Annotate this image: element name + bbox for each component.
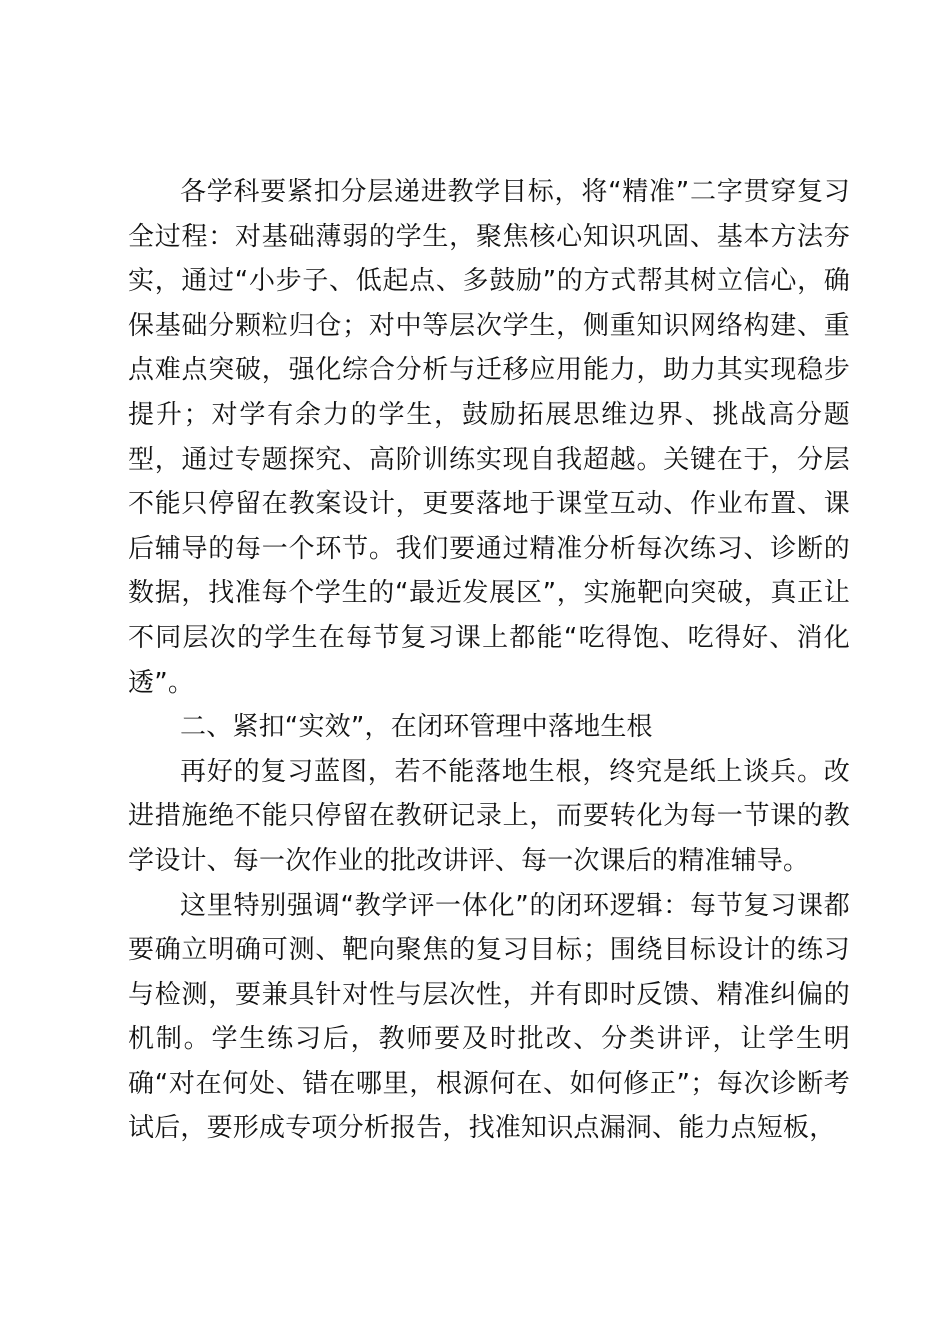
section-heading-effectiveness: 二、紧扣“实效”，在闭环管理中落地生根 bbox=[180, 712, 653, 743]
paragraph-implementation: 再好的复习蓝图，若不能落地生根，终究是纸上谈兵。改进措施绝不能只停留在教研记录上，而要转化为每一节课的教学设计、每一次作业的批改讲评、每一次课后的精准辅导。 bbox=[128, 756, 850, 876]
paragraph-layered-teaching: 各学科要紧扣分层递进教学目标，将“精准”二字贯穿复习全过程：对基础薄弱的学生，聚焦核心知识巩固、基本方法夯实，通过“小步子、低起点、多鼓励”的方式帮其树立信心，确保基础分颗粒归仓；对中等层次学生，侧重知识网络构建、重点难点突破，强化综合分析与迁移应用能力，助力其实现稳步提升；对学有余力的学生，鼓励拓展思维边界、挑战高分题型，通过专题探究、高阶训练实现自我超越。关键在于，分层不能只停留在教案设计，更要落地于课堂互动、作业布置、课后辅导的每一个环节。我们要通过精准分析每次练习、诊断的数据，找准每个学生的“最近发展区”，实施靶向突破，真正让不同层次的学生在每节复习课上都能“吃得饱、吃得好、消化透”。 bbox=[128, 177, 850, 698]
paragraph-closed-loop: 这里特别强调“教学评一体化”的闭环逻辑：每节复习课都要确立明确可测、靶向聚焦的复习目标；围绕目标设计的练习与检测，要兼具针对性与层次性，并有即时反馈、精准纠偏的机制。学生练习后，教师要及时批改、分类讲评，让学生明确“对在何处、错在哪里，根源何在、如何修正”；每次诊断考试后，要形成专项分析报告，找准知识点漏洞、能力点短板， bbox=[128, 890, 850, 1144]
document-body bbox=[128, 170, 850, 1151]
